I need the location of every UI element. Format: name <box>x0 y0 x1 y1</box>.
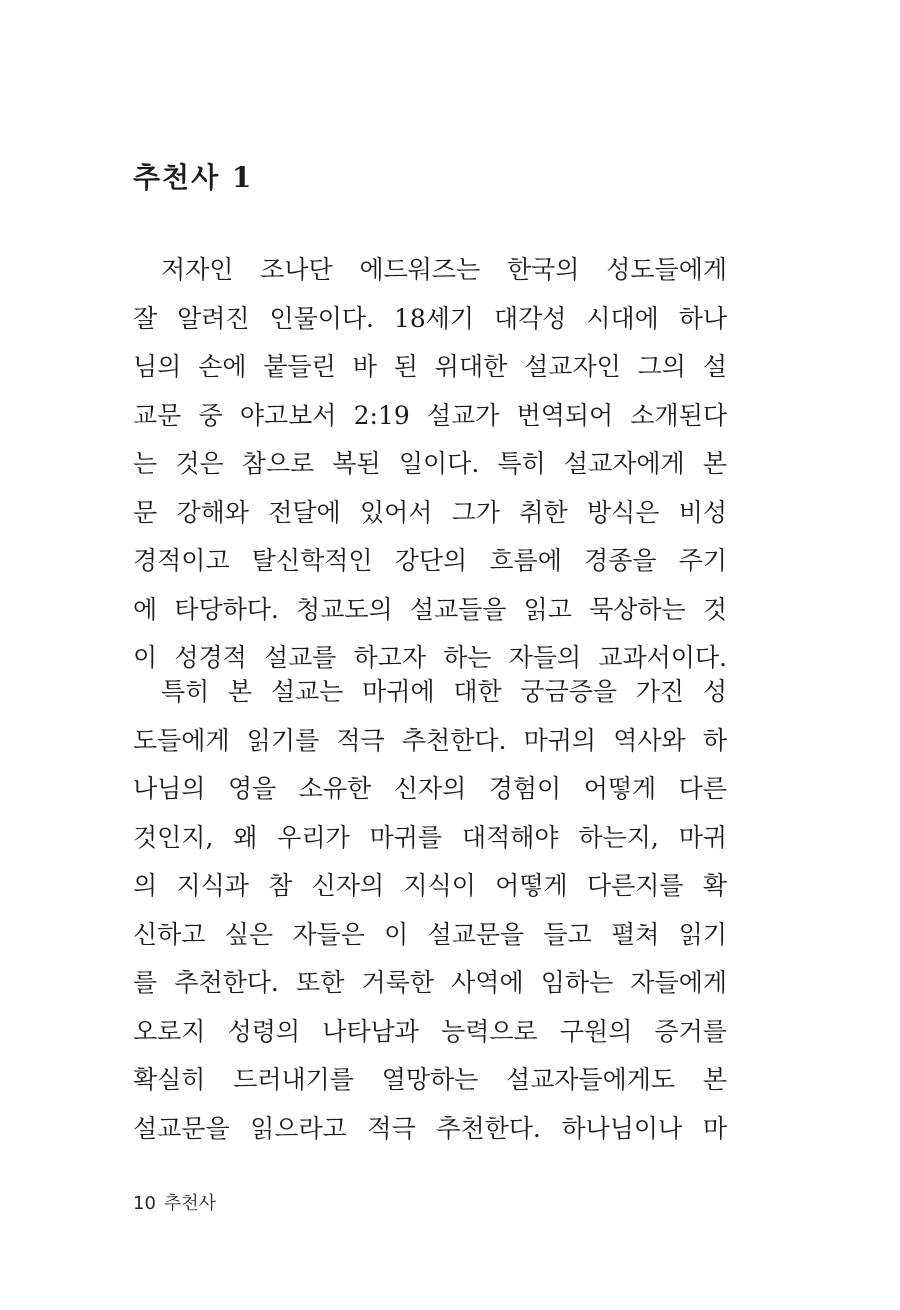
text-line: 특히 본 설교는 마귀에 대한 궁금증을 가진 성 <box>161 677 727 706</box>
text-line: 경적이고 탈신학적인 강단의 흐름에 경종을 주기 <box>133 546 727 575</box>
paragraph-1 <box>133 246 727 683</box>
text-line: 설교문을 읽으라고 적극 추천한다. 하나님이나 마 <box>133 1113 727 1143</box>
text-line: 문 강해와 전달에 있어서 그가 취한 방식은 비성 <box>133 497 727 527</box>
text-line: 것인지, 왜 우리가 마귀를 대적해야 하는지, 마귀 <box>133 822 727 852</box>
text-line: 오로지 성령의 나타남과 능력으로 구원의 증거를 <box>133 1016 727 1046</box>
text-line: 의 지식과 참 신자의 지식이 어떻게 다른지를 확 <box>133 871 727 900</box>
text-line: 이 성경적 설교를 하고자 하는 자들의 교과서이다. <box>133 643 727 672</box>
text-line: 확실히 드러내기를 열망하는 설교자들에게도 본 <box>133 1065 727 1094</box>
text-line: 저자인 조나단 에드워즈는 한국의 성도들에게 <box>161 255 727 284</box>
text-line: 를 추천한다. 또한 거룩한 사역에 임하는 자들에게 <box>133 968 727 997</box>
section-name: 추천사 <box>163 1193 217 1214</box>
text-line: 도들에게 읽기를 적극 추천한다. 마귀의 역사와 하 <box>133 725 727 755</box>
page-title: 추천사 1 <box>133 161 254 194</box>
text-line: 는 것은 참으로 복된 일이다. 특히 설교자에게 본 <box>133 449 727 478</box>
text-line: 잘 알려진 인물이다. 18세기 대각성 시대에 하나 <box>133 303 727 333</box>
page-footer <box>133 1192 216 1216</box>
page-number: 10 <box>133 1193 156 1214</box>
text-line: 나님의 영을 소유한 신자의 경험이 어떻게 다른 <box>133 774 727 803</box>
paragraph-2 <box>133 668 727 1153</box>
text-line: 에 타당하다. 청교도의 설교들을 읽고 묵상하는 것 <box>133 594 727 624</box>
text-line: 신하고 싶은 자들은 이 설교문을 들고 펼쳐 읽기 <box>133 919 727 949</box>
text-line: 님의 손에 붙들린 바 된 위대한 설교자인 그의 설 <box>133 352 727 381</box>
text-line: 교문 중 야고보서 2:19 설교가 번역되어 소개된다 <box>133 400 727 430</box>
